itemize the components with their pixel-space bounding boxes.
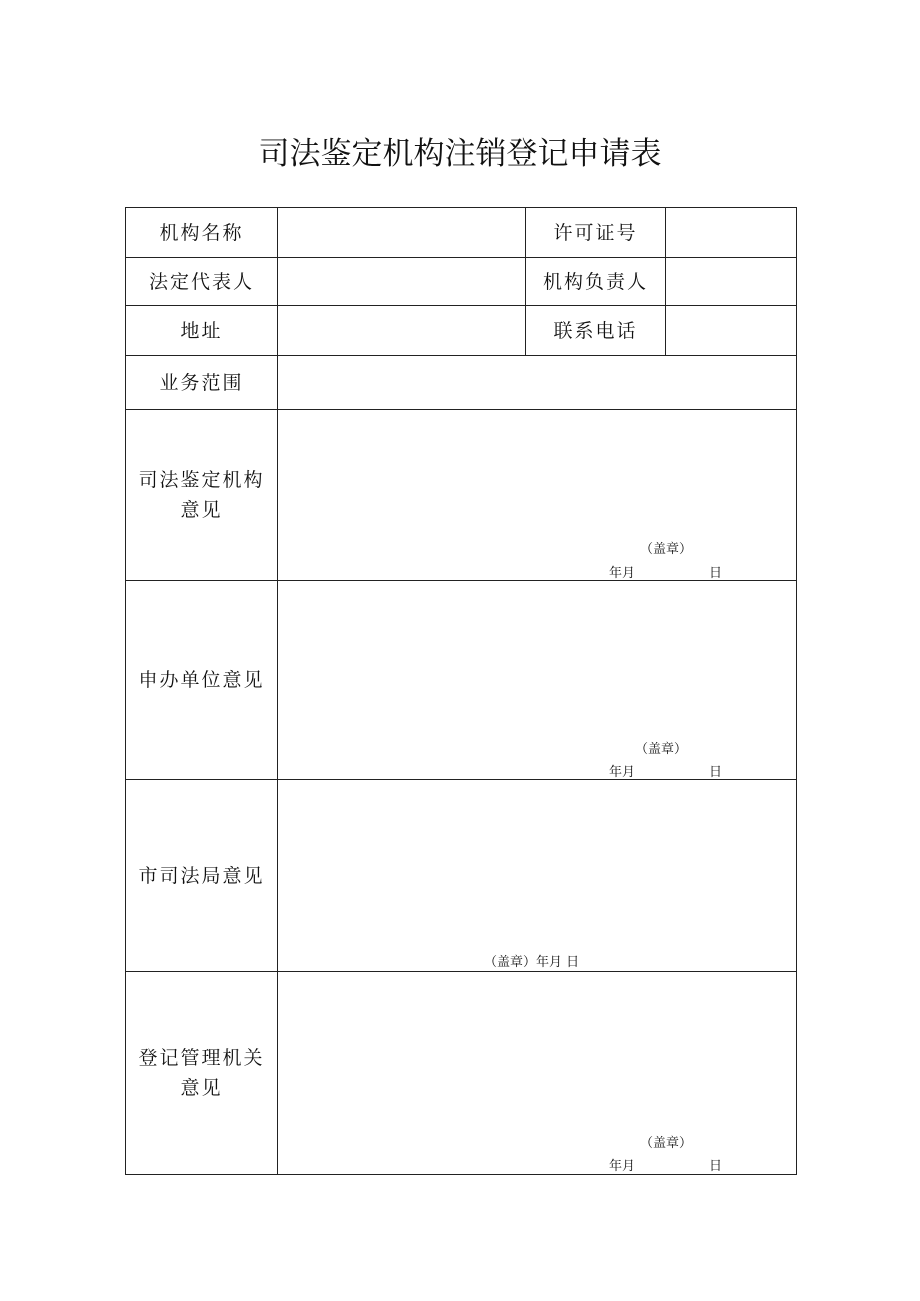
org-name-field[interactable] [278,208,526,258]
org-head-field[interactable] [666,258,797,306]
page-title: 司法鉴定机构注销登记申请表 [258,136,662,172]
license-number-field[interactable] [666,208,797,258]
stamp-date-line: （盖章）年月 日 [484,955,580,970]
registry-opinion-field[interactable] [278,972,797,1175]
row-scope [126,356,797,410]
date-line: 年月 日 [609,1159,723,1174]
phone-field[interactable] [666,306,797,356]
sponsor-opinion-label: 申办单位意见 [126,581,278,780]
stamp-note: （盖章） [640,542,693,557]
scope-field[interactable] [278,356,797,410]
date-line: 年月 日 [609,566,723,581]
row-agency-opinion [126,410,797,581]
row-sponsor-opinion [126,581,797,780]
address-label: 地址 [126,306,278,356]
license-number-label: 许可证号 [526,208,666,258]
row-registry-opinion [126,972,797,1175]
date-line: 年月 日 [609,765,723,780]
agency-opinion-label: 司法鉴定机构 意见 [126,410,278,581]
org-head-label: 机构负责人 [526,258,666,306]
registry-opinion-label: 登记管理机关 意见 [126,972,278,1175]
legal-rep-label: 法定代表人 [126,258,278,306]
phone-label: 联系电话 [526,306,666,356]
row-org-name [126,208,797,258]
city-bureau-opinion-field[interactable] [278,780,797,972]
org-name-label: 机构名称 [126,208,278,258]
application-form [125,207,797,1175]
row-city-bureau-opinion [126,780,797,972]
row-legal-rep [126,258,797,306]
city-bureau-opinion-label: 市司法局意见 [126,780,278,972]
address-field[interactable] [278,306,526,356]
scope-label: 业务范围 [126,356,278,410]
legal-rep-field[interactable] [278,258,526,306]
row-address [126,306,797,356]
stamp-note: （盖章） [640,1136,693,1151]
sponsor-opinion-field[interactable] [278,581,797,780]
agency-opinion-field[interactable] [278,410,797,581]
stamp-note: （盖章） [635,742,688,757]
